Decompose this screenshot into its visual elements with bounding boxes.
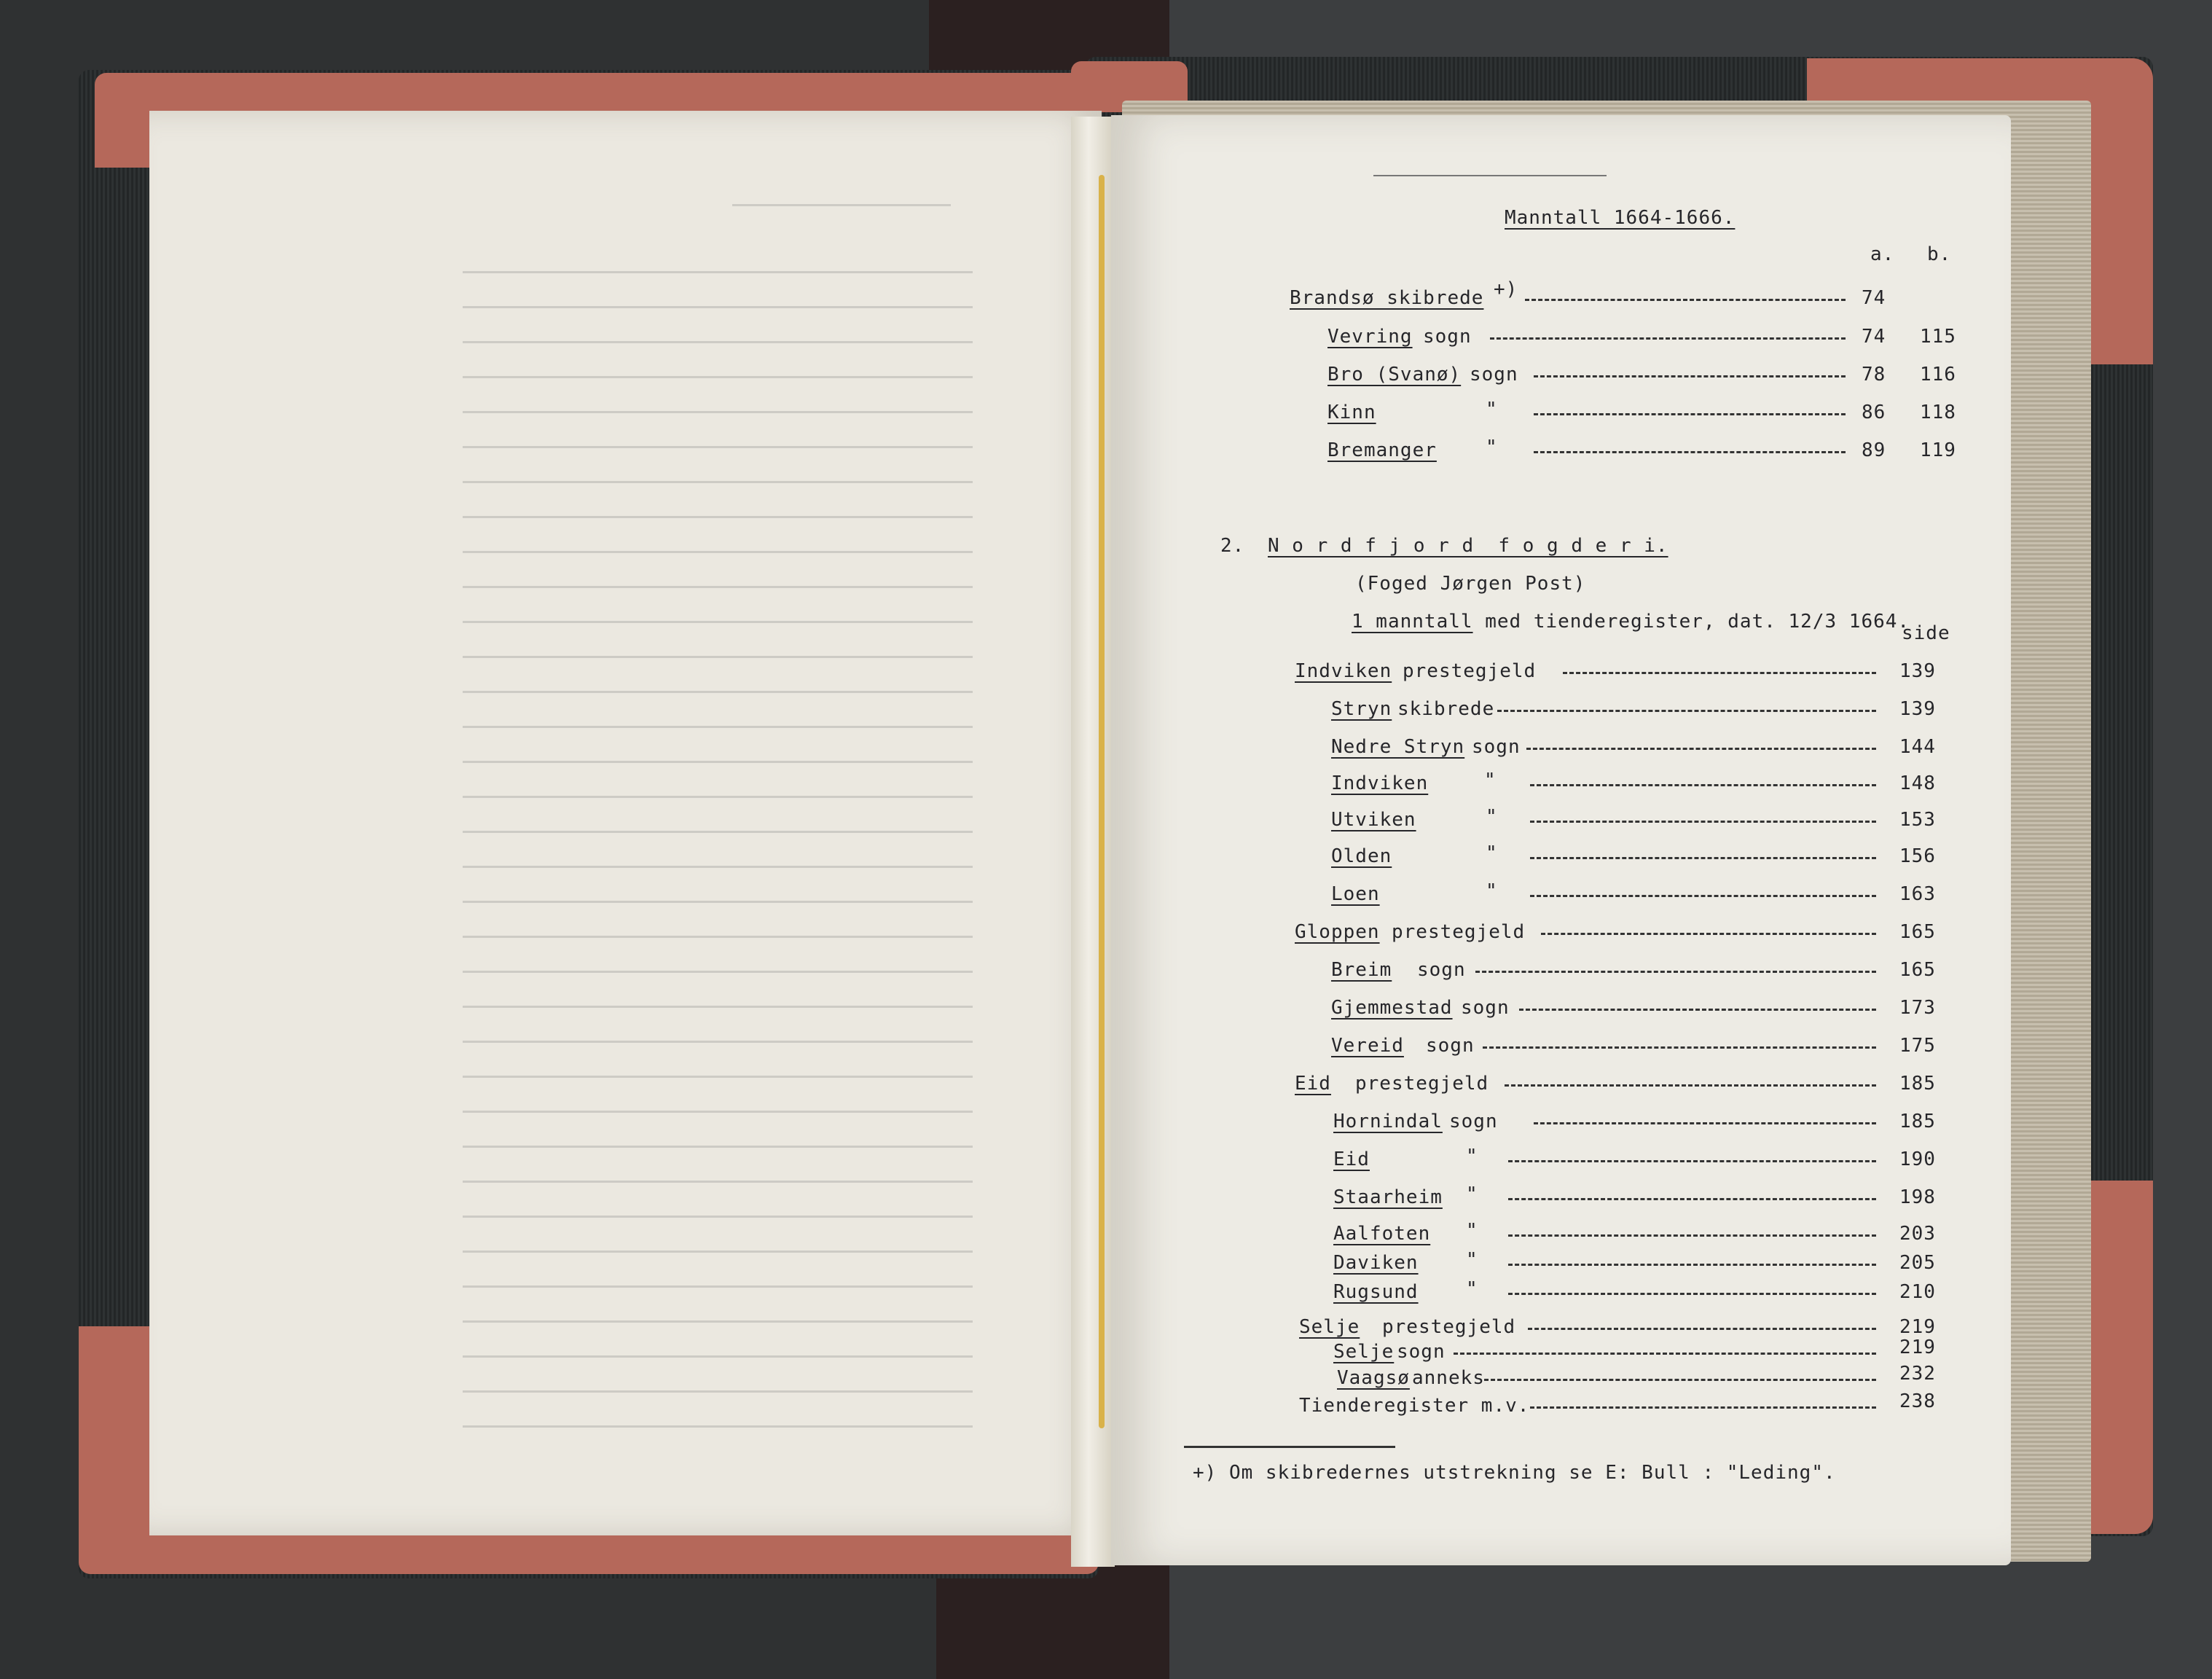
row-suffix: " — [1486, 399, 1498, 420]
row-suffix: " — [1484, 770, 1497, 791]
leader-dashes — [1530, 784, 1876, 786]
leader-dashes — [1534, 1122, 1876, 1124]
leader-dashes — [1508, 1234, 1876, 1237]
value-b: 119 — [1920, 439, 1956, 461]
section-number: 2. — [1220, 535, 1245, 557]
value-b: 115 — [1920, 326, 1956, 348]
row-suffix: sogn — [1426, 1035, 1475, 1057]
list-item — [1111, 1363, 2011, 1398]
list-item — [1111, 700, 2011, 729]
leader-dashes — [1530, 1406, 1876, 1409]
page-number: 139 — [1899, 660, 1936, 682]
leader-dashes — [1508, 1198, 1876, 1200]
list-item — [1111, 960, 2011, 990]
manntall-label: 1 manntall — [1352, 611, 1473, 633]
row-suffix: " — [1466, 1220, 1478, 1242]
list-item — [1111, 880, 2011, 914]
value-a: 74 — [1862, 287, 1886, 309]
value-a: 74 — [1862, 326, 1886, 348]
leader-dashes — [1530, 857, 1876, 859]
page-number: 205 — [1899, 1252, 1936, 1274]
leader-dashes — [1530, 895, 1876, 897]
page-number: 238 — [1899, 1390, 1936, 1412]
list-item — [1111, 806, 2011, 840]
column-b-label: b. — [1927, 243, 1952, 265]
row-suffix: sogn — [1470, 364, 1518, 385]
book-gutter — [1071, 117, 1115, 1567]
row-name: Selje — [1333, 1341, 1395, 1363]
footnote-rule — [1184, 1446, 1395, 1448]
list-item — [1111, 1074, 2011, 1103]
leader-dashes — [1528, 1328, 1876, 1330]
list-item — [1111, 1183, 2011, 1217]
row-name: Kinn — [1327, 402, 1376, 423]
list-item — [1111, 737, 2011, 767]
page-number: 203 — [1899, 1223, 1936, 1245]
list-item — [1111, 1336, 2011, 1371]
row-name: Indviken — [1331, 772, 1429, 794]
row-suffix: " — [1466, 1146, 1478, 1167]
page-number: 139 — [1899, 698, 1936, 720]
footnote-marker: +) — [1494, 278, 1518, 300]
leader-dashes — [1483, 1046, 1876, 1049]
page-number: 219 — [1899, 1316, 1936, 1338]
value-a: 78 — [1862, 364, 1886, 385]
row-suffix: sogn — [1417, 959, 1466, 981]
list-item — [1111, 662, 2011, 691]
row-name: Hornindal — [1333, 1111, 1443, 1132]
list-item — [1111, 1249, 2011, 1283]
page-number: 175 — [1899, 1035, 1936, 1057]
side-label: side — [1902, 622, 1950, 644]
row-suffix: " — [1486, 437, 1498, 458]
leader-dashes — [1484, 1379, 1876, 1381]
page-number: 173 — [1899, 997, 1936, 1019]
row-suffix: sogn — [1449, 1111, 1498, 1132]
row-name: Nedre Stryn — [1331, 736, 1465, 758]
row-name: Daviken — [1333, 1252, 1419, 1274]
leader-dashes — [1541, 933, 1876, 935]
leader-dashes — [1454, 1353, 1876, 1355]
row-name: Bremanger — [1327, 439, 1437, 461]
page-number: 185 — [1899, 1073, 1936, 1095]
page-number: 144 — [1899, 736, 1936, 758]
row-name: Staarheim — [1333, 1186, 1443, 1208]
page-number: 148 — [1899, 772, 1936, 794]
row-name: Utviken — [1331, 809, 1416, 831]
row-name: Vevring — [1327, 326, 1413, 348]
row-name: Rugsund — [1333, 1281, 1419, 1303]
row-name: Olden — [1331, 845, 1392, 867]
list-item — [1111, 1036, 2011, 1065]
list-item — [1111, 998, 2011, 1028]
list-item — [1111, 770, 2011, 803]
row-suffix: prestegjeld — [1355, 1073, 1489, 1095]
leader-dashes — [1508, 1264, 1876, 1266]
row-name: Stryn — [1331, 698, 1392, 720]
page-number: 153 — [1899, 809, 1936, 831]
section-brandso — [1111, 115, 2011, 582]
list-item — [1111, 1278, 2011, 1312]
value-a: 89 — [1862, 439, 1886, 461]
leader-dashes — [1534, 451, 1846, 453]
section-title: N o r d f j o r d f o g d e r i. — [1268, 535, 1668, 557]
row-suffix: prestegjeld — [1403, 660, 1537, 682]
leader-dashes — [1526, 748, 1876, 750]
row-suffix: anneks — [1412, 1367, 1485, 1389]
leader-dashes — [1508, 1293, 1876, 1295]
page-number: 185 — [1899, 1111, 1936, 1132]
row-suffix: sogn — [1397, 1341, 1446, 1363]
leader-dashes — [1497, 710, 1876, 712]
foged-line: (Foged Jørgen Post) — [1355, 573, 1586, 595]
page-number: 163 — [1899, 883, 1936, 905]
page-number: 219 — [1899, 1336, 1936, 1358]
leader-dashes — [1505, 1084, 1876, 1087]
leader-dashes — [1534, 375, 1846, 377]
row-name: Eid — [1333, 1148, 1370, 1170]
page-number: 198 — [1899, 1186, 1936, 1208]
row-suffix: " — [1486, 806, 1498, 828]
row-suffix: sogn — [1472, 736, 1521, 758]
row-name: Loen — [1331, 883, 1380, 905]
leader-dashes — [1490, 337, 1846, 340]
leader-dashes — [1508, 1160, 1876, 1162]
leader-dashes — [1525, 299, 1846, 301]
list-item — [1111, 842, 2011, 876]
manntall-line — [1352, 612, 1910, 631]
row-name: Vaagsø — [1337, 1367, 1410, 1389]
value-b: 116 — [1920, 364, 1956, 385]
row-name: Vereid — [1331, 1035, 1404, 1057]
row-suffix: " — [1486, 880, 1498, 902]
list-item — [1111, 1220, 2011, 1253]
row-name: Breim — [1331, 959, 1392, 981]
row-suffix: prestegjeld — [1392, 921, 1526, 943]
row-name: Gjemmestad — [1331, 997, 1453, 1019]
leader-dashes — [1530, 821, 1876, 823]
manntall-detail: med tienderegister, dat. 12/3 1664. — [1472, 611, 1910, 633]
row-suffix: " — [1466, 1278, 1478, 1300]
leader-dashes — [1519, 1009, 1876, 1011]
list-item — [1111, 1146, 2011, 1179]
leader-dashes — [1475, 971, 1876, 973]
list-item — [1111, 1390, 2011, 1425]
row-name: Indviken — [1295, 660, 1392, 682]
page-number: 165 — [1899, 959, 1936, 981]
page-number: 156 — [1899, 845, 1936, 867]
row-name: Eid — [1295, 1073, 1331, 1095]
row-suffix: " — [1466, 1249, 1478, 1271]
column-a-label: a. — [1870, 243, 1895, 265]
row-suffix: skibrede — [1397, 698, 1495, 720]
row-name: Tienderegister m.v. — [1299, 1395, 1530, 1417]
leader-dashes — [1534, 413, 1846, 415]
row-suffix: sogn — [1461, 997, 1510, 1019]
row-suffix: " — [1486, 842, 1498, 864]
binding-thread — [1099, 175, 1105, 1428]
row-name: Aalfoten — [1333, 1223, 1431, 1245]
page-number: 190 — [1899, 1148, 1936, 1170]
list-item — [1111, 1112, 2011, 1141]
row-name: Brandsø skibrede — [1290, 287, 1484, 309]
value-a: 86 — [1862, 402, 1886, 423]
right-page — [1111, 115, 2011, 1565]
page-number: 165 — [1899, 921, 1936, 943]
page-number: 232 — [1899, 1363, 1936, 1385]
left-page — [149, 111, 1102, 1535]
value-b: 118 — [1920, 402, 1956, 423]
footnote: +) Om skibredernes utstrekning se E: Bull : "Leding". — [1193, 1462, 1836, 1484]
page-number: 210 — [1899, 1281, 1936, 1303]
row-suffix: sogn — [1423, 326, 1472, 348]
leader-dashes — [1563, 672, 1876, 674]
row-name: Gloppen — [1295, 921, 1380, 943]
list-item — [1111, 923, 2011, 952]
page-title: Manntall 1664-1666. — [1505, 207, 1736, 229]
row-name: Bro (Svanø) — [1327, 364, 1462, 385]
row-suffix: " — [1466, 1183, 1478, 1205]
row-name: Selje — [1299, 1316, 1360, 1338]
row-suffix: prestegjeld — [1382, 1316, 1516, 1338]
